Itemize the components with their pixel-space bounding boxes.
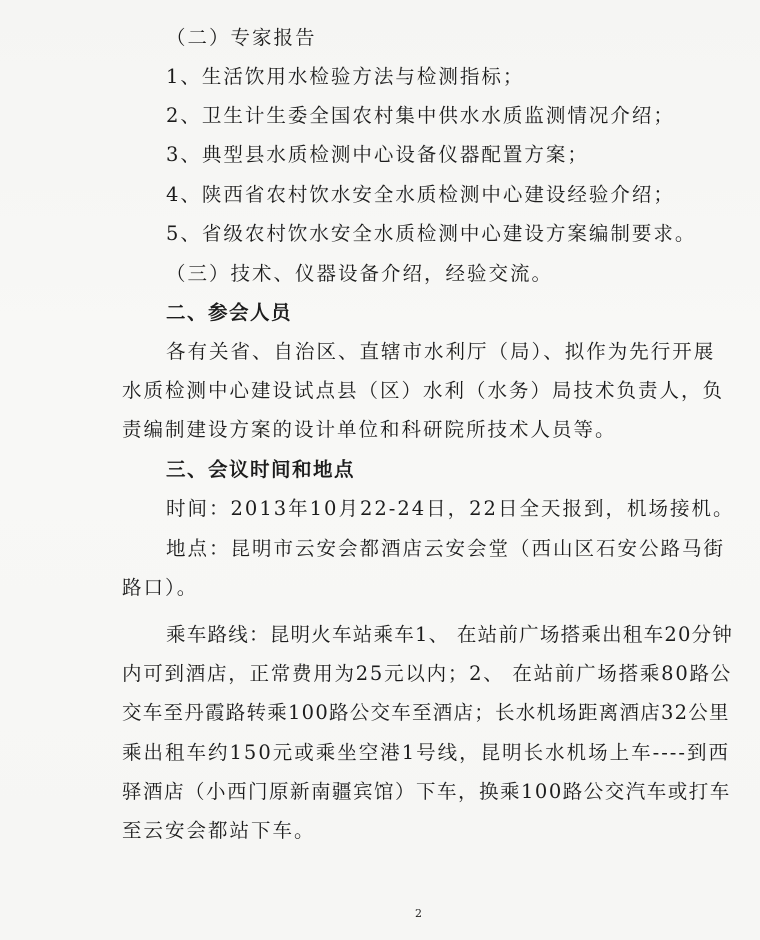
- list-item: 3、典型县水质检测中心设备仪器配置方案；: [166, 143, 589, 166]
- list-item: 2、卫生计生委全国农村集中供水水质监测情况介绍；: [166, 104, 675, 127]
- section-heading-tech-exchange: （三）技术、仪器设备介绍，经验交流。: [166, 262, 554, 285]
- section-heading-expert-reports: （二）专家报告: [166, 26, 317, 49]
- route-paragraph-line: 至云安会都站下车。: [122, 819, 316, 842]
- page-number: 2: [415, 907, 422, 920]
- list-item: 1、生活饮用水检验方法与检测指标；: [166, 65, 525, 88]
- meeting-place-continued: 路口）。: [122, 576, 199, 599]
- route-paragraph-line: 乘出租车约150元或乘坐空港1号线，昆明长水机场上车----到西: [122, 741, 730, 764]
- list-item: 5、省级农村饮水安全水质检测中心建设方案编制要求。: [166, 222, 697, 245]
- paragraph-line: 水质检测中心建设试点县（区）水利（水务）局技术负责人，负: [122, 379, 725, 402]
- paragraph-line: 各有关省、自治区、直辖市水利厅（局）、拟作为先行开展: [166, 340, 716, 363]
- paragraph-line: 责编制建设方案的设计单位和科研院所技术人员等。: [122, 418, 617, 441]
- section-heading-time-place: 三、会议时间和地点: [166, 458, 356, 481]
- meeting-place: 地点：昆明市云安会都酒店云安会堂（西山区石安公路马街: [166, 537, 726, 560]
- meeting-time: 时间：2013年10月22-24日，22日全天报到，机场接机。: [166, 497, 735, 520]
- section-heading-attendees: 二、参会人员: [166, 301, 293, 324]
- route-paragraph-line: 驿酒店（小西门原新南疆宾馆）下车，换乘100路公交汽车或打车: [122, 780, 731, 803]
- list-item: 4、陕西省农村饮水安全水质检测中心建设经验介绍；: [166, 183, 675, 206]
- route-paragraph-line: 乘车路线：昆明火车站乘车1、 在站前广场搭乘出租车20分钟: [166, 623, 734, 646]
- route-paragraph-line: 交车至丹霞路转乘100路公交车至酒店；长水机场距离酒店32公里: [122, 701, 730, 724]
- route-paragraph-line: 内可到酒店，正常费用为25元以内；2、 在站前广场搭乘80路公: [122, 662, 732, 685]
